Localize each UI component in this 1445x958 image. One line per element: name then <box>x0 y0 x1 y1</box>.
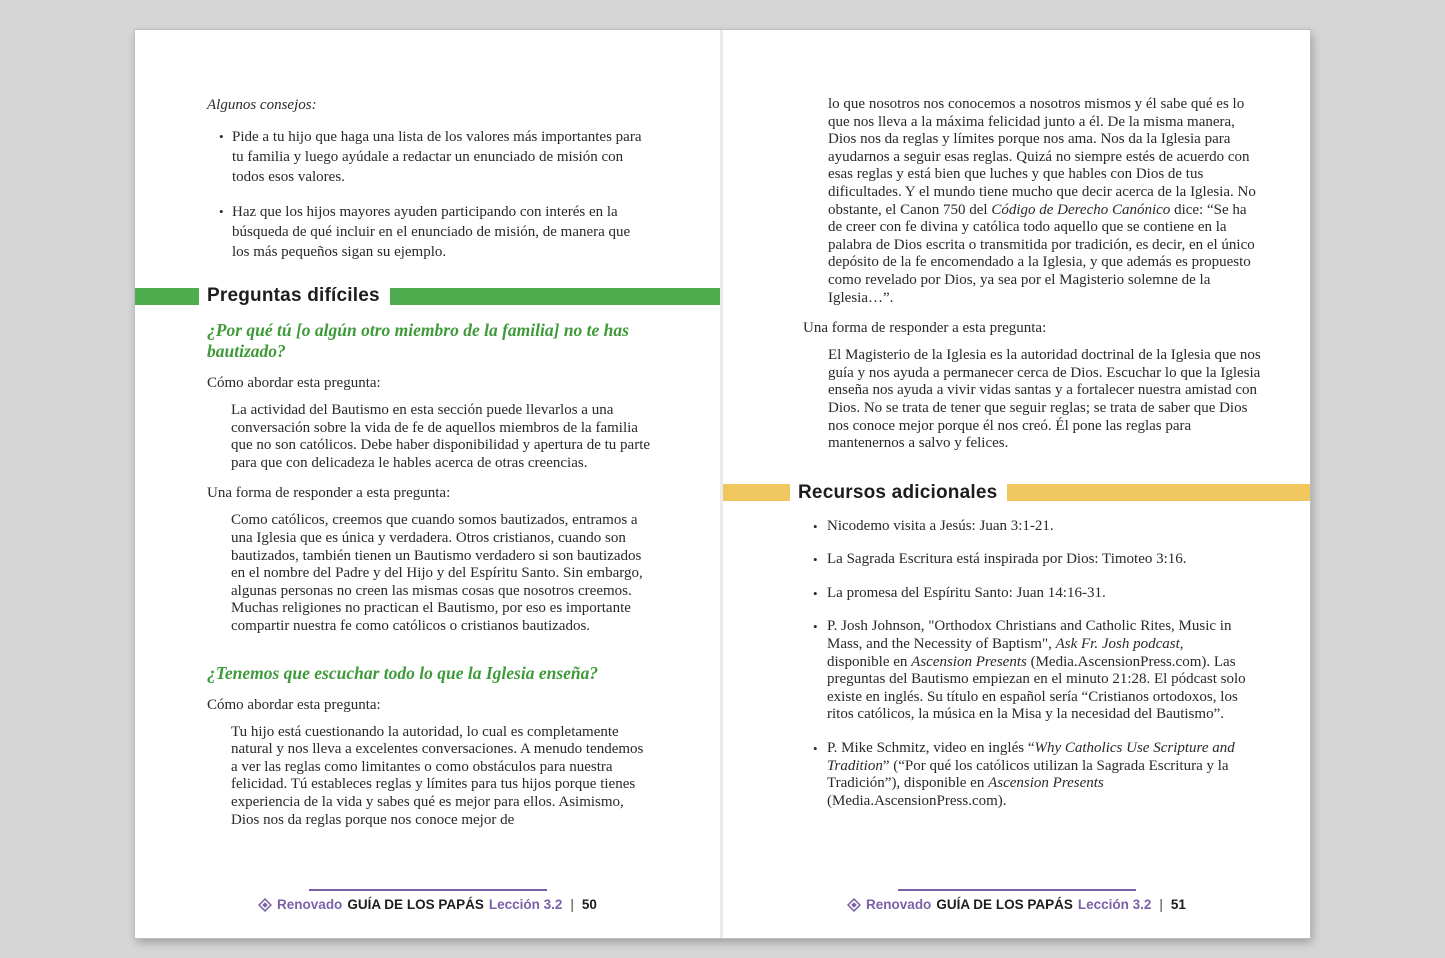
footer-lesson: Lección 3.2 <box>1077 897 1152 912</box>
footer-rule <box>309 889 547 891</box>
band-segment-left <box>135 288 199 305</box>
question-heading: ¿Tenemos que escuchar todo lo que la Iglesia enseña? <box>207 662 599 683</box>
resource-item: • La Sagrada Escritura está inspirada por Dios: Timoteo 3:16. <box>813 551 1249 569</box>
section-band-yellow <box>723 481 1310 503</box>
footer-brand: Renovado <box>866 897 932 912</box>
section-band-green <box>135 287 720 305</box>
respond-text: El Magisterio de la Iglesia es la autoridad doctrinal de la Iglesia que nos guía y nos ayuda a permanecer cerca de Dios. Escuchar lo que la Iglesia enseña nos ayuda a vivir vidas santas y a fortalecer nuestra amistad con Dios. No se trata de tener que seguir reglas; se trata de saber que Dios nos conoce mejor porque él nos creó. Él pone las reglas para mantenernos a salvo y felices. <box>828 347 1261 452</box>
resources-list <box>813 518 1266 811</box>
tips-list <box>219 127 662 262</box>
resource-item: • P. Mike Schmitz, video en inglés “Why Catholics Use Scripture and Tradition” (“Por qué los católicos utilizan la Sagrada Escritura y la Tradición”), disponible en Ascension Presents (Media.AscensionPress.com). <box>813 740 1249 810</box>
footer-line <box>135 897 720 912</box>
resource-item: • P. Josh Johnson, "Orthodox Christians and Catholic Rites, Music in Mass, and the Necessity of Baptism", Ask Fr. Josh podcast, disponible en Ascension Presents (Media.AscensionPress.com). Las preguntas del Bautismo empiezan en el minuto 21:28. El pódcast solo existe en inglés. Su título en español sería “Cristianos ortodoxos, los ritos católicos, la música en la Misa y la necesidad del Bautismo”. <box>813 618 1249 724</box>
footer-lesson: Lección 3.2 <box>488 897 563 912</box>
page-footer <box>723 889 1310 912</box>
tip-item: • Haz que los hijos mayores ayuden participando con interés en la búsqueda de qué incluir en el enunciado de misión, de manera que los más pequeños sigan su ejemplo. <box>219 202 649 262</box>
footer-separator: | <box>570 897 574 912</box>
approach-text: Tu hijo está cuestionando la autoridad, lo cual es completamente natural y nos lleva a excelentes conversaciones. A menudo tendemos a ver las reglas como limitantes o como obstáculos para nuestra felicidad. Tú estableces reglas y límites para tus hijos porque tienes experiencia de la vida y sabes qué es mejor para ellos. Asimismo, Dios nos da reglas porque nos conoce mejor de <box>231 723 644 828</box>
question-heading: ¿Por qué tú [o algún otro miembro de la familia] no te has bautizado? <box>207 320 629 361</box>
approach-label: Cómo abordar esta pregunta: <box>207 375 381 391</box>
band-segment-right <box>390 288 720 305</box>
continuation-text: lo que nosotros nos conocemos a nosotros mismos y él sabe qué es lo que nos lleva a la máxima felicidad junto a él. De la misma manera, Dios nos da reglas y límites porque nos ama. Nos da la Iglesia para ayudarnos a seguir esas reglas. Quizá no siempre estés de acuerdo con esas reglas y está bien que luches y que hables con Dios de tus dificultades. Y el mundo tiene mucho que decir acerca de la Iglesia. No obstante, el Canon 750 del Código de Derecho Canónico dice: “Se ha de creer con fe divina y católica todo aquello que se contiene en la palabra de Dios escrita o transmitida por tradición, es decir, en el único depósito de la fe encomendado a la Iglesia, y que además es propuesto como revelado por Dios, ya sea por el Magisterio solemne de la Iglesia…”. <box>828 96 1256 306</box>
section-title-recursos: Recursos adicionales <box>798 481 998 503</box>
ascension-diamond-icon <box>847 898 861 912</box>
respond-text: Como católicos, creemos que cuando somos bautizados, entramos a una Iglesia que es única y verdadera. Otros cristianos, cuando son bautizados, también tienen un Bautismo verdadero si son bautizados en el nombre del Padre y del Hijo y del Espíritu Santo. Sin embargo, algunas personas no creen las mismas cosas que nosotros creemos. Muchas religiones no practican el Bautismo, por eso es importante compartir nuestra fe como católicos o cristianos bautizados. <box>231 512 643 634</box>
page-number: 50 <box>581 897 597 912</box>
page-number: 51 <box>1170 897 1186 912</box>
resource-item: • La promesa del Espíritu Santo: Juan 14:16-31. <box>813 585 1249 603</box>
band-segment-right <box>1007 484 1310 501</box>
page-footer <box>135 889 720 912</box>
right-page <box>723 30 1310 938</box>
tip-item: • Pide a tu hijo que haga una lista de los valores más importantes para tu familia y luego ayúdale a redactar un enunciado de misión con todos esos valores. <box>219 127 649 187</box>
footer-rule <box>898 889 1136 891</box>
ascension-diamond-icon <box>258 898 272 912</box>
footer-title: GUÍA DE LOS PAPÁS <box>347 897 484 912</box>
footer-separator: | <box>1159 897 1163 912</box>
footer-line <box>723 897 1310 912</box>
footer-brand: Renovado <box>277 897 343 912</box>
respond-label: Una forma de responder a esta pregunta: <box>207 485 451 502</box>
page-spread <box>135 30 1310 938</box>
approach-label: Cómo abordar esta pregunta: <box>207 696 381 713</box>
section-title-preguntas: Preguntas difíciles <box>207 285 380 306</box>
footer-title: GUÍA DE LOS PAPÁS <box>936 897 1073 912</box>
left-page <box>135 30 723 938</box>
approach-text: La actividad del Bautismo en esta sección puede llevarlos a una conversación sobre la vida de fe de aquellos miembros de la familia que no son católicos. Debe haber disponibilidad y apertura de tu parte para que con delicadeza le hables acerca de otras creencias. <box>231 402 651 471</box>
band-segment-left <box>723 484 790 501</box>
resource-item: • Nicodemo visita a Jesús: Juan 3:1-21. <box>813 518 1249 536</box>
respond-label: Una forma de responder a esta pregunta: <box>803 320 1047 337</box>
intro-label: Algunos consejos: <box>207 97 317 113</box>
